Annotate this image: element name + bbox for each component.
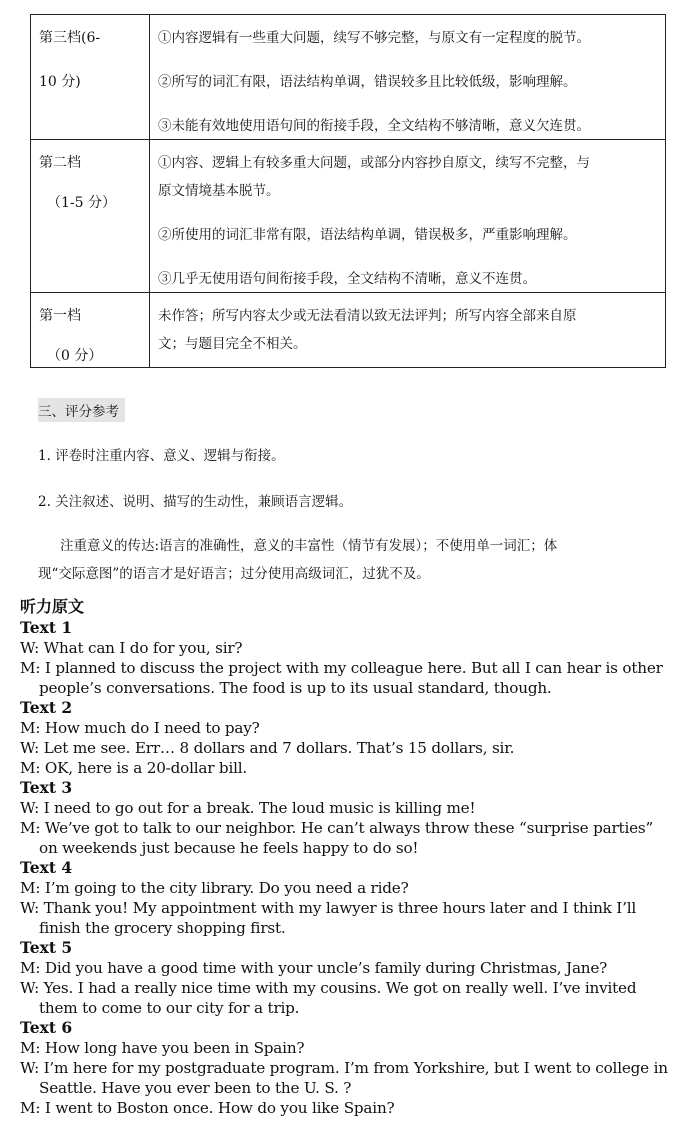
level-label: 第三档(6- — [39, 30, 101, 46]
dialogue-line: W: Let me see. Err… 8 dollars and 7 dollars. That’s 15 dollars, sir. — [20, 739, 515, 757]
level-cell — [31, 15, 150, 140]
dialogue-line: M: I planned to discuss the project with my colleague here. But all I can hear is other people’s conversations. The food is up to its usual standard, though. — [20, 659, 663, 697]
scoring-note-line: 现“交际意图”的语言才是好语言；过分使用高级词汇，过犹不及。 — [38, 566, 430, 582]
listening-transcript — [20, 596, 670, 1118]
scoring-item-2: 2. 关注叙述、说明、描写的生动性，兼顾语言逻辑。 — [38, 494, 353, 510]
text-heading: Text 3 — [20, 778, 73, 797]
rubric-row-level1 — [31, 293, 666, 368]
dialogue-line: M: I went to Boston once. How do you like Spain? — [20, 1099, 395, 1117]
dialogue-line: M: OK, here is a 20-dollar bill. — [20, 759, 248, 777]
text-heading: Text 1 — [20, 618, 73, 637]
scoring-note-line: 注重意义的传达:语言的准确性，意义的丰富性（情节有发展）；不使用单一词汇；体 — [60, 538, 558, 554]
criterion: ①内容、逻辑上有较多重大问题，或部分内容抄自原文，续写不完整，与 — [158, 155, 590, 171]
level-label: 第二档 — [39, 155, 81, 171]
criterion: 原文情境基本脱节。 — [158, 183, 280, 199]
criterion: ①内容逻辑有一些重大问题，续写不够完整，与原文有一定程度的脱节。 — [158, 30, 590, 46]
level-label: 第一档 — [39, 308, 81, 324]
description-cell — [150, 15, 666, 140]
level-points: 10 分) — [39, 74, 81, 90]
section-title: 三、评分参考 — [38, 398, 125, 422]
dialogue-line: M: We’ve got to talk to our neighbor. He can’t always throw these “surprise parties” on weekends just because he feels happy to do so! — [20, 819, 654, 857]
text-heading: Text 6 — [20, 1018, 73, 1037]
level-points: （0 分） — [47, 348, 103, 364]
dialogue-line: M: Did you have a good time with your uncle’s family during Christmas, Jane? — [20, 959, 608, 977]
dialogue-line: W: What can I do for you, sir? — [20, 639, 243, 657]
description-cell — [150, 140, 666, 293]
dialogue-line: W: Yes. I had a really nice time with my cousins. We got on really well. I’ve invited them to come to our city for a trip. — [20, 979, 637, 1017]
level-cell — [31, 293, 150, 368]
text-heading: Text 4 — [20, 858, 73, 877]
dialogue-line: M: How long have you been in Spain? — [20, 1039, 305, 1057]
rubric-row-level3 — [31, 15, 666, 140]
transcript-title: 听力原文 — [20, 597, 85, 616]
rubric-table — [30, 14, 666, 368]
criterion: 未作答；所写内容太少或无法看清以致无法评判；所写内容全部来自原 — [158, 308, 577, 324]
criterion: 文；与题目完全不相关。 — [158, 336, 307, 352]
description-cell — [150, 293, 666, 368]
text-heading: Text 2 — [20, 698, 73, 717]
text-heading: Text 5 — [20, 938, 73, 957]
scoring-item-1: 1. 评卷时注重内容、意义、逻辑与衔接。 — [38, 448, 285, 464]
criterion: ②所使用的词汇非常有限，语法结构单调，错误极多，严重影响理解。 — [158, 227, 577, 243]
level-cell — [31, 140, 150, 293]
dialogue-line: M: I’m going to the city library. Do you need a ride? — [20, 879, 409, 897]
rubric-row-level2 — [31, 140, 666, 293]
dialogue-line: W: I need to go out for a break. The loud music is killing me! — [20, 799, 476, 817]
dialogue-line: W: I’m here for my postgraduate program. I’m from Yorkshire, but I went to college in Seattle. Have you ever been to the U. S. ? — [20, 1059, 668, 1097]
level-points: （1-5 分） — [47, 195, 116, 211]
dialogue-line: W: Thank you! My appointment with my lawyer is three hours later and I think I’ll finish the grocery shopping first. — [20, 899, 637, 937]
criterion: ②所写的词汇有限，语法结构单调，错误较多且比较低级，影响理解。 — [158, 74, 577, 90]
scoring-note — [38, 532, 658, 588]
dialogue-line: M: How much do I need to pay? — [20, 719, 260, 737]
criterion: ③未能有效地使用语句间的衔接手段，全文结构不够清晰，意义欠连贯。 — [158, 118, 590, 134]
criterion: ③几乎无使用语句间衔接手段，全文结构不清晰，意义不连贯。 — [158, 271, 536, 287]
